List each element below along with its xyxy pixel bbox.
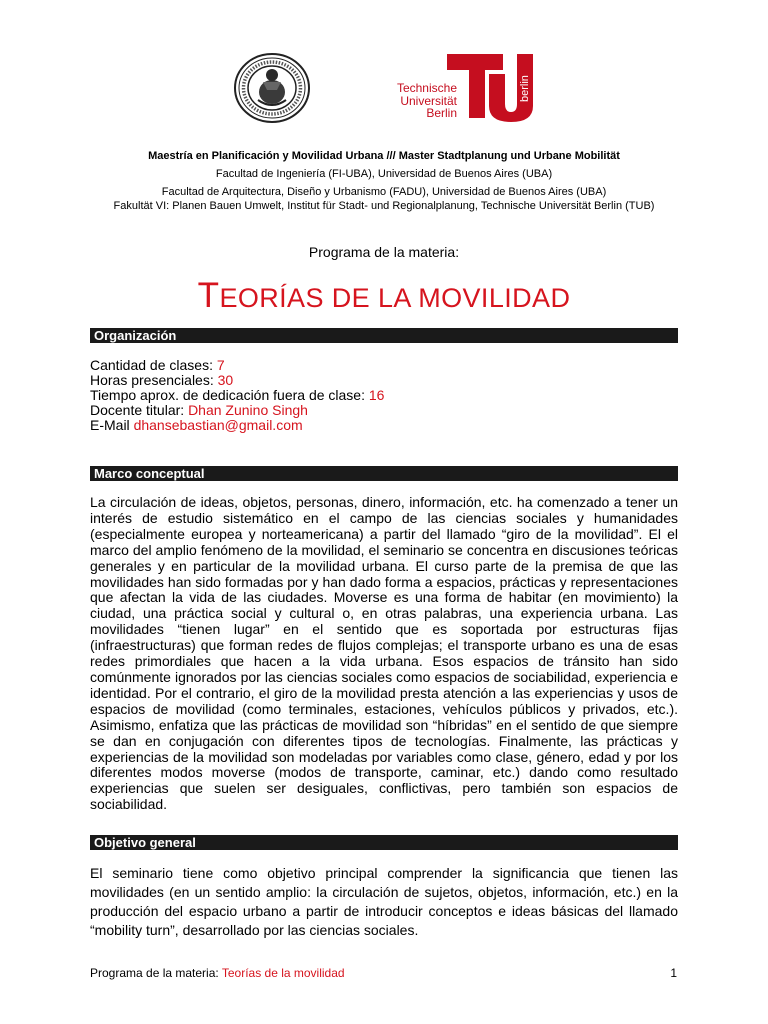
info-row-clases: Cantidad de clases: 7 [90, 357, 225, 373]
info-row-horas: Horas presenciales: 30 [90, 372, 234, 388]
master-title: Maestría en Planificación y Movilidad Urbana /// Master Stadtplanung und Urbane Mobilität [148, 150, 620, 162]
program-label: Programa de la materia: [308, 244, 460, 260]
section-heading-objetivo: Objetivo general [90, 835, 678, 850]
info-row-email: E-Mail dhansebastian@gmail.com [90, 417, 303, 433]
faculty-line: Facultad de Ingeniería (FI-UBA), Universidad de Buenos Aires (UBA) [215, 168, 553, 180]
organization-info [90, 358, 384, 433]
faculty-line: Fakultät VI: Planen Bauen Umwelt, Institut für Stadt- und Regionalplanung, Technische Universität Berlin (TUB) [113, 200, 655, 212]
tub-wordmark: Technische Universität Berlin [396, 81, 457, 120]
info-row-docente: Docente titular: Dhan Zunino Singh [90, 402, 308, 418]
email-link[interactable]: dhansebastian@gmail.com [133, 417, 303, 433]
page-footer: Programa de la materia: Teorías de la movilidad [90, 966, 345, 980]
section-heading-organizacion: Organización [90, 328, 678, 343]
section-heading-marco: Marco conceptual [90, 466, 678, 481]
page-number: 1 [670, 966, 677, 980]
tu-berlin-logo [395, 52, 540, 124]
faculty-line: Facultad de Arquitectura, Diseño y Urbanismo (FADU), Universidad de Buenos Aires (UBA) [161, 186, 607, 198]
course-title: TEORÍAS DE LA MOVILIDAD [197, 276, 571, 315]
info-row-tiempo: Tiempo aprox. de dedicación fuera de clase: 16 [90, 387, 385, 403]
objetivo-paragraph: El seminario tiene como objetivo principal comprender la significancia que tienen las movilidades (en un sentido amplio: la circulación de sujetos, objetos, información, etc.) en la producción del espacio urbano a partir de introducir conceptos e ideas básicas del llamado “mobility turn”, desarrollado por las ciencias sociales. [90, 865, 678, 938]
svg-text:berlin: berlin [519, 75, 531, 102]
marco-paragraph: La circulación de ideas, objetos, personas, dinero, información, etc. ha comenzado a tener un interés de estudio sistemático en el campo de las ciencias sociales y humanidades (especialmente europea y norteamericana) a partir del llamado “giro de la movilidad”. El el marco del amplio fenómeno de la movilidad, el seminario se concentra en discusiones teóricas generales y en particular de la movilidad urbana. El curso parte de la premisa de que las movilidades han sido formadas por y han dado forma a espacios, prácticas y representaciones que afectan la vida de las ciudades. Moverse es una forma de habitar (en movimiento) la ciudad, una práctica social y cultural o, en otras palabras, una experiencia urbana. Las movilidades “tienen lugar” en el sentido que es soportada por estructuras fijas (infraestructuras) que forman redes de flujos complejas; el transporte urbano es una de esas redes primordiales que hacen a la vida urbana. Esos espacios de tránsito han sido comúnmente ignorados por las ciencias sociales como espacios de sociabilidad, experiencia e identidad. Por el contrario, el giro de la movilidad presta atención a las experiencias y usos de espacios de movilidad (como terminales, estaciones, vehículos públicos y privados, etc.). Asimismo, enfatiza que las prácticas de movilidad son “híbridas” en el sentido de que siempre se dan en conjugación con diferentes tipos de tecnologías. Finalmente, las prácticas y experiencias de la movilidad son modeladas por variables como clase, género, edad y por los diferentes modos moverse (modos de transporte, caminar, etc.) dando como resultado experiencias que suelen ser desiguales, conflictivas, pero también son espacios de sociabilidad. [90, 494, 678, 813]
uba-seal-logo [233, 52, 311, 124]
